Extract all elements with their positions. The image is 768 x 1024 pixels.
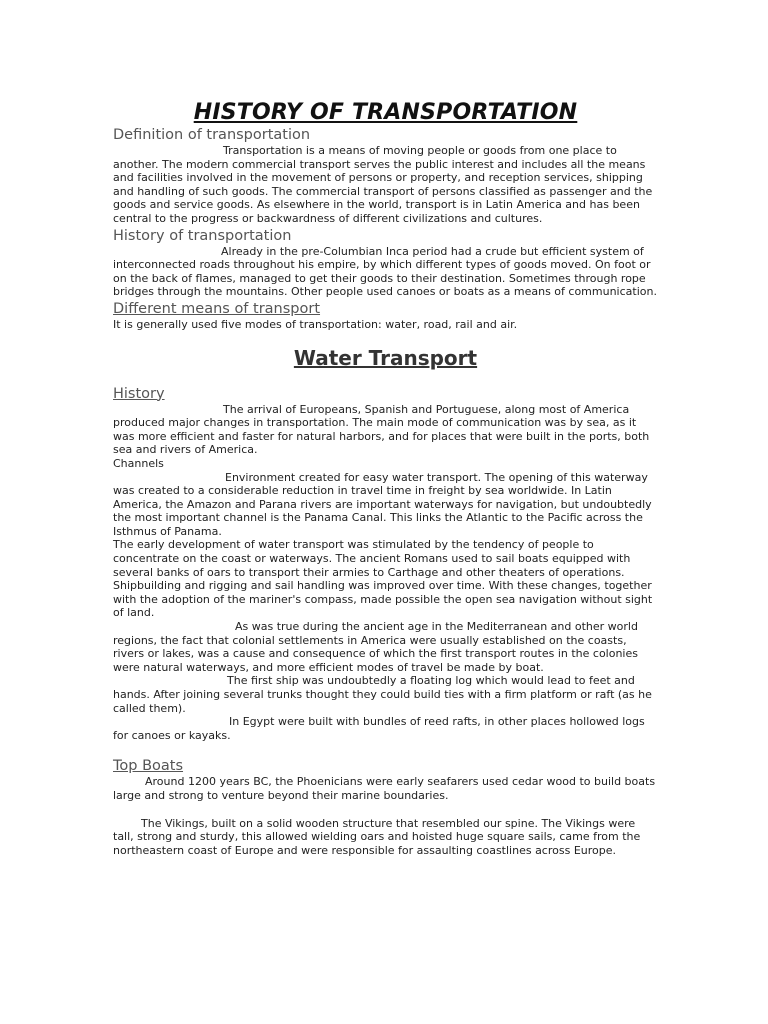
history-transportation-paragraph: Already in the pre-Columbian Inca period had a crude but efficient system of interconnected roads throughout his empire, by which different types of goods moved. On foot or on the back of flames, managed to get their goods to their destination. Sometimes through rope bridges through the mountains. Other people used canoes or boats as a means of communication.	[113, 244, 657, 299]
water-transport-title: Water Transport	[293, 345, 478, 370]
means-heading: Different means of transport	[113, 300, 321, 317]
ancient-age-paragraph: As was true during the ancient age in the Mediterranean and other world regions, the fact that colonial settlements in America were usually established on the coasts, rivers or lakes, was a cause and consequence of which the first transport routes in the colonies were natural waterways, and more efficient modes of travel be made by boat.	[113, 620, 638, 674]
definition-heading: Definition of transportation	[113, 127, 311, 143]
first-ship-paragraph: The first ship was undoubtedly a floating log which would lead to feet and hands. After joining several trunks thought they could build ties with a firm platform or raft (as he called them).	[113, 674, 652, 715]
vikings-paragraph: The Vikings, built on a solid wooden structure that resembled our spine. The Vikings were tall, strong and sturdy, this allowed wielding oars and hoisted huge square sails, came from the northeastern coast of Europe and were responsible for assaulting coastlines across Europe.	[113, 816, 641, 857]
document-page	[113, 100, 658, 857]
phoenicians-paragraph: Around 1200 years BC, the Phoenicians were early seafarers used cedar wood to build boats large and strong to venture beyond their marine boundaries.	[113, 775, 656, 802]
channels-label: Channels	[113, 456, 164, 470]
water-history-paragraph: The arrival of Europeans, Spanish and Portuguese, along most of America produced major changes in transportation. The main mode of communication was by sea, as it was more efficient and faster for natural harbors, and for places that were built in the ports, both sea and rivers of America.	[113, 402, 650, 457]
top-boats-heading: Top Boats	[113, 758, 184, 775]
means-paragraph: It is generally used five modes of transportation: water, road, rail and air.	[113, 317, 518, 331]
egypt-paragraph: In Egypt were built with bundles of reed rafts, in other places hollowed logs for canoes or kayaks.	[113, 715, 645, 742]
definition-paragraph: Transportation is a means of moving people or goods from one place to another. The modern commercial transport serves the public interest and includes all the means and facilities involved in the movement of persons or property, and reception services, shipping and handling of such goods. The commercial transport of persons classified as passenger and the goods and service goods. As elsewhere in the world, transport is in Latin America and has been central to the progress or backwardness of different civilizations and cultures.	[113, 144, 653, 225]
early-development-paragraph: The early development of water transport was stimulated by the tendency of people to concentrate on the coast or waterways. The ancient Romans used to sail boats equipped with several banks of oars to transport their armies to Carthage and other theaters of operations. Shipbuilding and rigging and sail handling was improved over time. With these changes, together with the adoption of the mariner's compass, made possible the open sea navigation without sight of land.	[113, 538, 653, 620]
channels-paragraph: Environment created for easy water transport. The opening of this waterway was created to a considerable reduction in travel time in freight by sea worldwide. In Latin America, the Amazon and Parana rivers are important waterways for navigation, but undoubtedly the most important channel is the Panama Canal. This links the Atlantic to the Pacific across the Isthmus of Panama.	[113, 470, 652, 538]
document-title: HISTORY OF TRANSPORTATION	[193, 100, 578, 125]
water-history-heading: History	[113, 385, 165, 402]
history-transportation-heading: History of transportation	[113, 227, 292, 244]
